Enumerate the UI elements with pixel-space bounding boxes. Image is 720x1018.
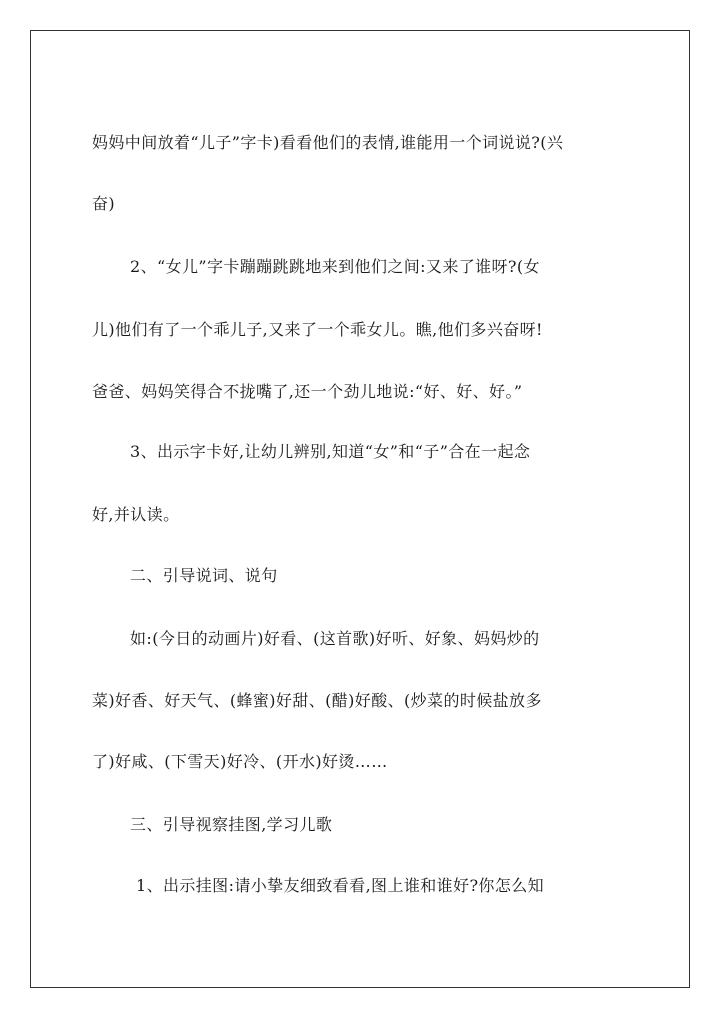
text-line: 2、“女儿”字卡蹦蹦跳跳地来到他们之间:又来了谁呀?(女 [130, 257, 540, 276]
text-line: 妈妈中间放着“儿子”字卡)看看他们的表情,谁能用一个词说说?(兴 [92, 133, 564, 152]
text-line: 如:(今日的动画片)好看、(这首歌)好听、好象、妈妈炒的 [130, 629, 540, 648]
section-heading: 二、引导说词、说句 [130, 566, 278, 585]
text-line: 奋) [92, 194, 116, 213]
section-heading: 三、引导视察挂图,学习儿歌 [130, 815, 333, 834]
text-line: 菜)好香、好天气、(蜂蜜)好甜、(醋)好酸、(炒菜的时候盐放多 [92, 691, 542, 710]
text-line: 爸爸、妈妈笑得合不拢嘴了,还一个劲儿地说:“好、好、好。” [92, 382, 523, 401]
text-line: 儿)他们有了一个乖儿子,又来了一个乖女儿。瞧,他们多兴奋呀! [92, 320, 543, 339]
text-line: 了)好咸、(下雪天)好冷、(开水)好烫…… [92, 752, 388, 771]
text-line: 1、出示挂图:请小挚友细致看看,图上谁和谁好?你怎么知 [136, 876, 545, 895]
text-line: 3、出示字卡好,让幼儿辨别,知道“女”和“子”合在一起念 [130, 442, 531, 461]
text-line: 好,并认读。 [92, 505, 180, 524]
